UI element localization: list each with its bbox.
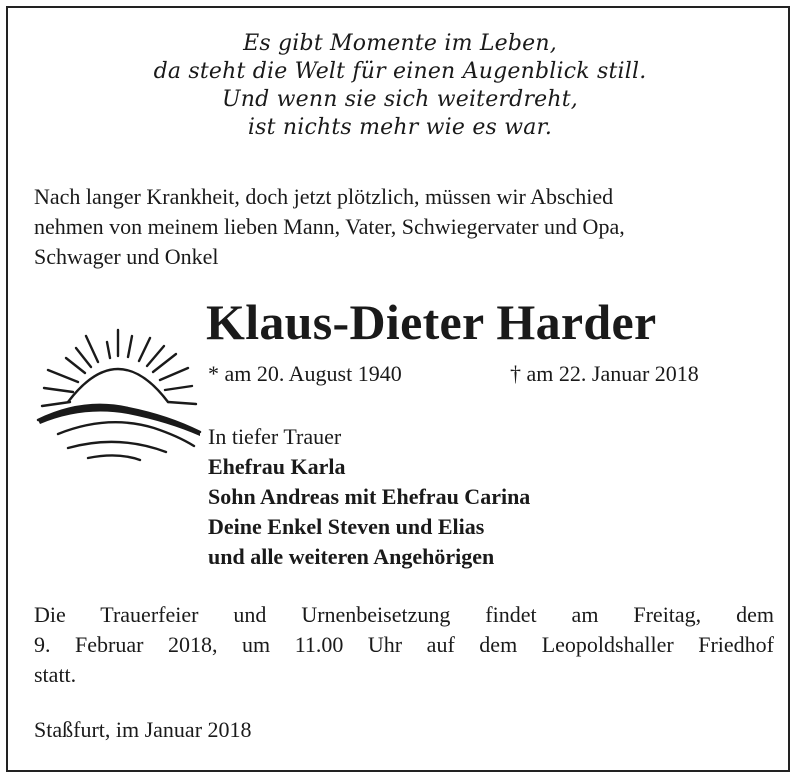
- intro-line: Schwager und Onkel: [34, 244, 219, 269]
- verse-line: Und wenn sie sich weiterdreht,: [221, 87, 578, 112]
- memorial-verse: [0, 30, 800, 142]
- sunset-over-hills-icon: [28, 316, 208, 466]
- intro-text: [34, 182, 774, 272]
- birth-date: * am 20. August 1940: [208, 361, 402, 386]
- mourner-name: Deine Enkel Steven und Elias: [208, 514, 485, 539]
- mourner-name: Ehefrau Karla: [208, 454, 346, 479]
- service-line: statt.: [34, 662, 77, 687]
- mourner-name: und alle weiteren Angehörigen: [208, 544, 495, 569]
- service-line: Die Trauerfeier und Urnenbeisetzung findet am Freitag, dem: [34, 602, 774, 627]
- intro-line: Nach langer Krankheit, doch jetzt plötzlich, müssen wir Abschied: [34, 184, 614, 209]
- mourner-name: Sohn Andreas mit Ehefrau Carina: [208, 484, 531, 509]
- verse-line: ist nichts mehr wie es war.: [247, 115, 553, 140]
- service-line: 9. Februar 2018, um 11.00 Uhr auf dem Leopoldshaller Friedhof: [34, 632, 774, 657]
- service-info: [34, 600, 774, 690]
- verse-line: Es gibt Momente im Leben,: [243, 31, 557, 56]
- intro-line: nehmen von meinem lieben Mann, Vater, Schwiegervater und Opa,: [34, 214, 625, 239]
- mourners-heading: In tiefer Trauer: [208, 424, 342, 449]
- mourners-block: [208, 422, 530, 572]
- deceased-name: Klaus-Dieter Harder: [206, 294, 657, 350]
- verse-line: da steht die Welt für einen Augenblick still.: [153, 59, 647, 84]
- death-date: † am 22. Januar 2018: [510, 361, 699, 386]
- place-and-date: Staßfurt, im Januar 2018: [34, 717, 252, 742]
